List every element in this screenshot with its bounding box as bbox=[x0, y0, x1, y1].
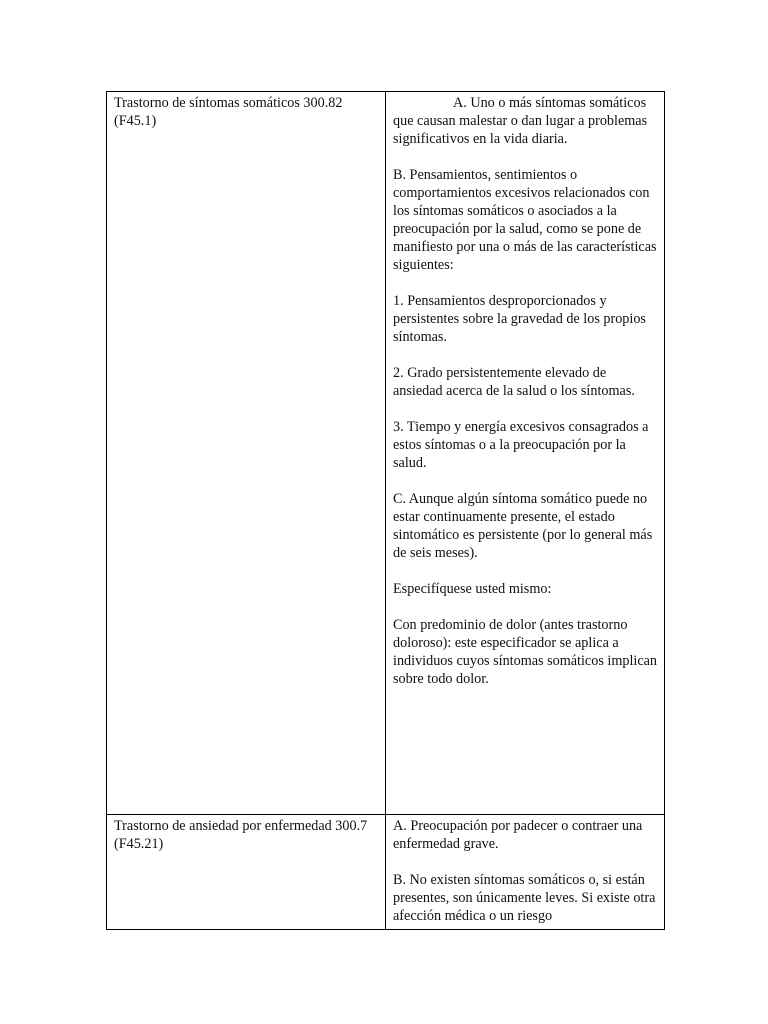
criterion-paragraph: Especifíquese usted mismo: bbox=[393, 581, 552, 597]
criterion-paragraph: C. Aunque algún síntoma somático puede no estar continuamente presente, el estado sintomático es persistente (por lo general más de seis meses). bbox=[393, 491, 653, 561]
disorder-name: Trastorno de síntomas somáticos 300.82 (F45.1) bbox=[114, 95, 343, 129]
table-row bbox=[107, 92, 665, 815]
criterion-paragraph: A. Preocupación por padecer o contraer una enfermedad grave. bbox=[393, 818, 643, 852]
criterion-paragraph: B. Pensamientos, sentimientos o comportamientos excesivos relacionados con los síntomas somáticos o asociados a la preocupación por la salud, como se pone de manifiesto por una o más de las características siguientes: bbox=[393, 167, 657, 273]
disorder-name-cell bbox=[107, 92, 386, 815]
criteria-table bbox=[106, 91, 665, 930]
criterion-paragraph: Con predominio de dolor (antes trastorno doloroso): este especificador se aplica a individuos cuyos síntomas somáticos implican sobre todo dolor. bbox=[393, 617, 658, 687]
criterion-paragraph: 1. Pensamientos desproporcionados y persistentes sobre la gravedad de los propios síntomas. bbox=[393, 293, 646, 345]
criterion-paragraph: A. Uno o más síntomas somáticos que causan malestar o dan lugar a problemas significativos en la vida diaria. bbox=[393, 95, 648, 147]
criteria-cell bbox=[386, 815, 665, 930]
criterion-paragraph: 3. Tiempo y energía excesivos consagrados a estos síntomas o a la preocupación por la salud. bbox=[393, 419, 649, 471]
disorder-name: Trastorno de ansiedad por enfermedad 300.7 (F45.21) bbox=[114, 818, 368, 852]
criteria-cell bbox=[386, 92, 665, 815]
criterion-paragraph: B. No existen síntomas somáticos o, si están presentes, son únicamente leves. Si existe otra afección médica o un riesgo bbox=[393, 872, 656, 924]
criterion-paragraph: 2. Grado persistentemente elevado de ansiedad acerca de la salud o los síntomas. bbox=[393, 365, 635, 399]
table-row bbox=[107, 815, 665, 930]
disorder-name-cell bbox=[107, 815, 386, 930]
